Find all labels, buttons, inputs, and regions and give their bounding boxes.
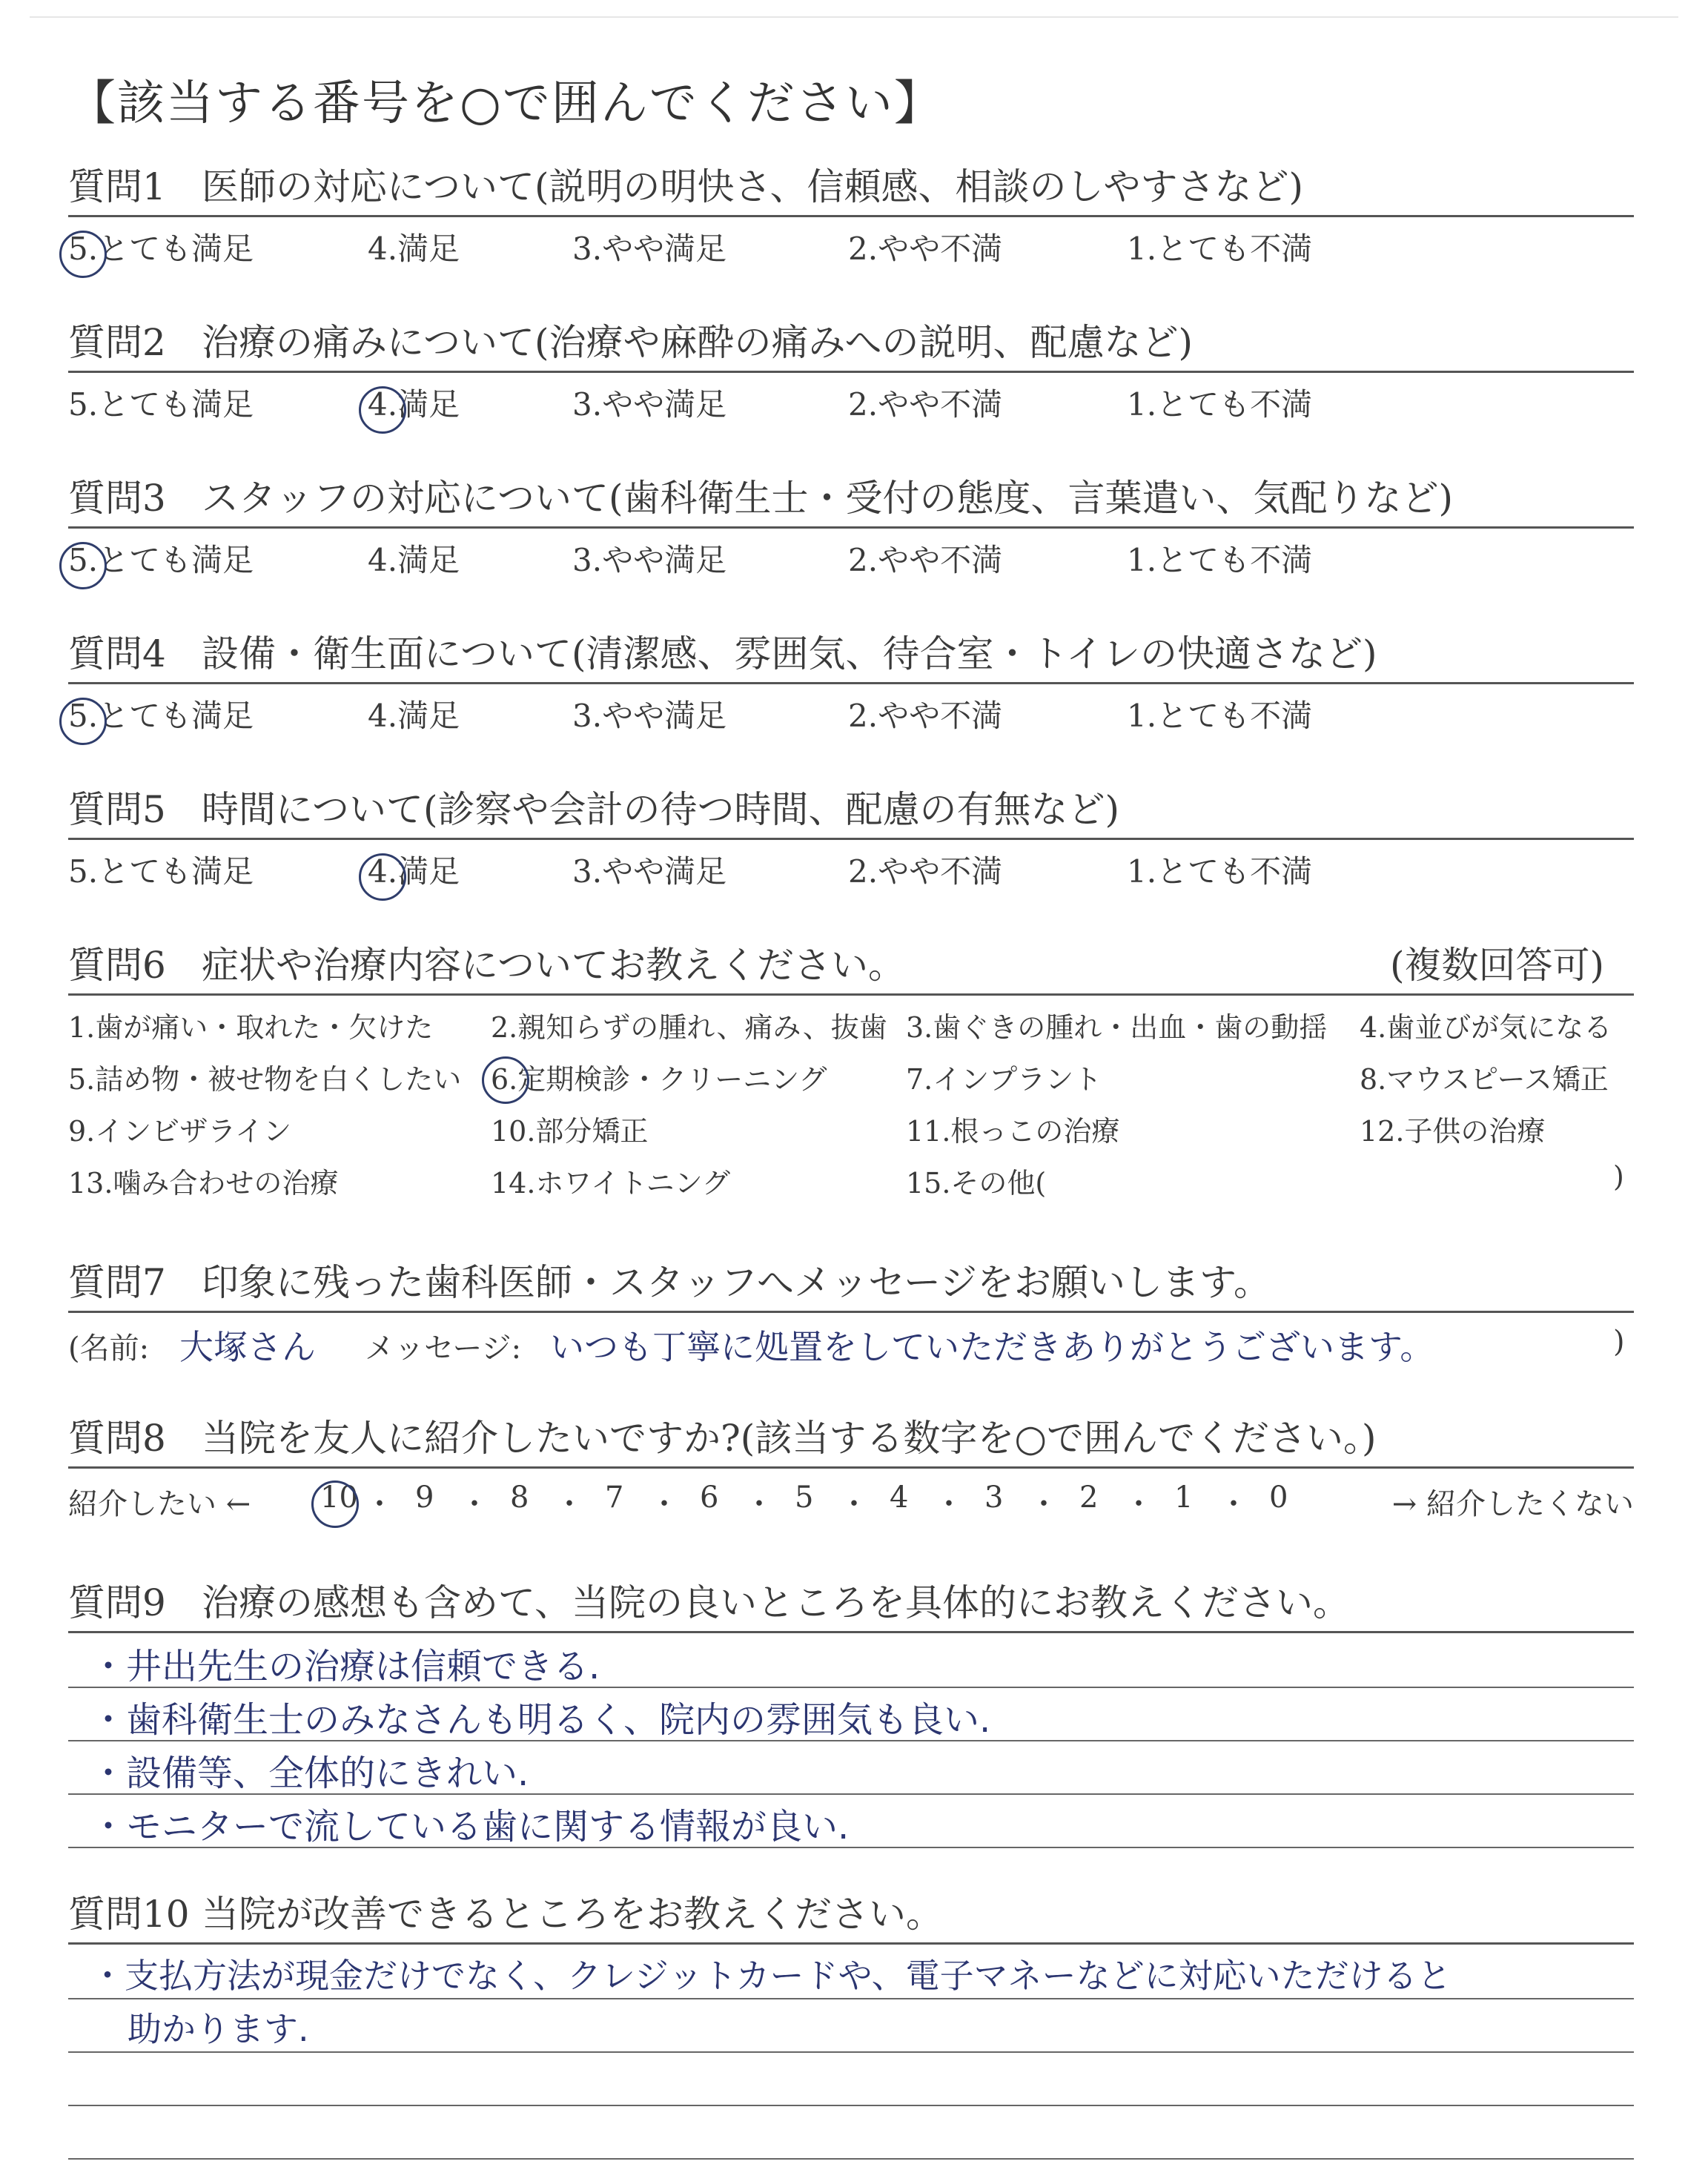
question-4-options: [68, 692, 1634, 736]
q4-option-5-selected[interactable]: 5.とても満足: [68, 698, 254, 734]
symptom-option-13[interactable]: 13.噛み合わせの治療: [68, 1167, 339, 1200]
q1-option-5-selected[interactable]: 5.とても満足: [68, 231, 254, 267]
recommend-scale: 紹介したい ← 10 ・ 9 ・ 8 ・ 7 ・ 6 ・ 5 ・ 4 ・ 3 ・ 2 ・ 1 ・ 0 → 紹介したくない: [68, 1480, 1634, 1521]
message-line: [68, 1319, 1634, 1378]
question-8: [68, 1416, 1634, 1528]
multiple-answers-note: (複数回答可): [1389, 944, 1604, 987]
q1-option-1[interactable]: 1.とても不満: [1127, 231, 1313, 267]
symptom-option-1[interactable]: 1.歯が痛い・取れた・欠けた: [68, 1011, 434, 1044]
q1-option-2[interactable]: 2.やや不満: [848, 231, 1003, 267]
question-5-title: 質問5 時間について(診察や会計の待つ時間、配慮の有無など): [68, 788, 1120, 831]
question-1-rule: [68, 215, 1634, 217]
q9-answer-1[interactable]: ・井出先生の治療は信頼できる.: [90, 1646, 600, 1687]
symptom-option-2[interactable]: 2.親知らずの腫れ、痛み、抜歯: [491, 1011, 887, 1044]
q3-option-4[interactable]: 4.満足: [368, 542, 460, 578]
q10-answer-1[interactable]: ・支払方法が現金だけでなく、クレジットカードや、電子マネーなどに対応いただけると: [90, 1956, 1452, 1996]
question-2: [68, 320, 1634, 425]
q3-option-5-selected[interactable]: 5.とても満足: [68, 542, 254, 578]
q1-option-4[interactable]: 4.満足: [368, 231, 460, 267]
name-value[interactable]: 大塚さん: [179, 1327, 316, 1367]
q5-option-5[interactable]: 5.とても満足: [68, 853, 254, 890]
question-7-rule: [68, 1311, 1634, 1313]
q2-option-4-selected[interactable]: 4.満足: [368, 386, 460, 423]
recommend-6[interactable]: 6: [700, 1480, 719, 1515]
question-2-rule: [68, 371, 1634, 373]
q2-option-1[interactable]: 1.とても不満: [1127, 386, 1313, 423]
question-1-title: 質問1 医師の対応について(説明の明快さ、信頼感、相談のしやすさなど): [68, 165, 1304, 208]
page-heading: 【該当する番号を○で囲んでください】: [68, 76, 943, 131]
symptom-option-14[interactable]: 14.ホワイトニング: [491, 1167, 731, 1200]
q5-option-3[interactable]: 3.やや満足: [572, 853, 727, 890]
question-5-rule: [68, 838, 1634, 840]
symptom-option-3[interactable]: 3.歯ぐきの腫れ・出血・歯の動揺: [906, 1011, 1328, 1044]
question-7: [68, 1260, 1634, 1378]
question-3: [68, 476, 1634, 580]
question-6-rule: [68, 993, 1634, 996]
q9-answer-3[interactable]: ・設備等、全体的にきれい.: [90, 1753, 529, 1794]
recommend-10-selected[interactable]: 10: [320, 1480, 358, 1515]
recommend-left-label: 紹介したい ←: [68, 1487, 251, 1521]
question-3-options: [68, 536, 1634, 580]
q4-option-3[interactable]: 3.やや満足: [572, 698, 727, 734]
question-10-title: 質問10 当院が改善できるところをお教えください。: [68, 1893, 943, 1936]
recommend-5[interactable]: 5: [795, 1480, 814, 1515]
question-8-rule: [68, 1466, 1634, 1469]
recommend-8[interactable]: 8: [510, 1480, 529, 1515]
q5-option-1[interactable]: 1.とても不満: [1127, 853, 1313, 890]
recommend-4[interactable]: 4: [890, 1480, 909, 1515]
q3-option-3[interactable]: 3.やや満足: [572, 542, 727, 578]
q2-option-3[interactable]: 3.やや満足: [572, 386, 727, 423]
symptom-option-7[interactable]: 7.インプラント: [906, 1063, 1102, 1096]
q9-answer-2[interactable]: ・歯科衛生士のみなさんも明るく、院内の雰囲気も良い.: [90, 1699, 991, 1741]
question-2-options: [68, 380, 1634, 425]
question-8-title: 質問8 当院を友人に紹介したいですか?(該当する数字を○で囲んでください。): [68, 1417, 1377, 1460]
question-3-title: 質問3 スタッフの対応について(歯科衛生士・受付の態度、言葉遣い、気配りなど): [68, 477, 1454, 520]
symptom-option-4[interactable]: 4.歯並びが気になる: [1360, 1011, 1612, 1044]
question-9: [68, 1581, 1634, 1856]
question-5: [68, 787, 1634, 892]
symptom-option-15-close: ): [1613, 1160, 1624, 1193]
q2-option-2[interactable]: 2.やや不満: [848, 386, 1003, 423]
q5-option-4-selected[interactable]: 4.満足: [368, 853, 460, 890]
recommend-2[interactable]: 2: [1079, 1480, 1099, 1515]
q10-answer-area: [68, 1945, 1634, 2167]
question-2-title: 質問2 治療の痛みについて(治療や麻酔の痛みへの説明、配慮など): [68, 321, 1194, 364]
question-4-title: 質問4 設備・衛生面について(清潔感、雰囲気、待合室・トイレの快適さなど): [68, 632, 1377, 675]
symptom-option-12[interactable]: 12.子供の治療: [1360, 1115, 1546, 1148]
question-9-title: 質問9 治療の感想も含めて、当院の良いところを具体的にお教えください。: [68, 1581, 1350, 1624]
recommend-1[interactable]: 1: [1174, 1480, 1194, 1515]
question-5-options: [68, 847, 1634, 892]
question-4: [68, 632, 1634, 736]
message-value[interactable]: いつも丁寧に処置をしていただきありがとうございます。: [550, 1327, 1434, 1367]
q4-option-4[interactable]: 4.満足: [368, 698, 460, 734]
q9-answer-4[interactable]: ・モニターで流している歯に関する情報が良い.: [90, 1806, 850, 1847]
symptom-option-11[interactable]: 11.根っこの治療: [906, 1115, 1120, 1148]
message-close: ): [1613, 1325, 1625, 1359]
recommend-7[interactable]: 7: [605, 1480, 624, 1515]
q1-option-3[interactable]: 3.やや満足: [572, 231, 727, 267]
question-7-title: 質問7 印象に残った歯科医師・スタッフへメッセージをお願いします。: [68, 1261, 1271, 1304]
recommend-3[interactable]: 3: [984, 1480, 1004, 1515]
q10-answer-2[interactable]: 助かります.: [128, 2009, 309, 2049]
recommend-0[interactable]: 0: [1269, 1480, 1288, 1515]
symptom-option-15[interactable]: 15.その他(: [906, 1167, 1047, 1200]
symptom-option-10[interactable]: 10.部分矯正: [491, 1115, 649, 1148]
message-label: メッセージ:: [365, 1331, 522, 1366]
symptom-options-grid: [68, 1005, 1634, 1212]
q4-option-1[interactable]: 1.とても不満: [1127, 698, 1313, 734]
q2-option-5[interactable]: 5.とても満足: [68, 386, 254, 423]
q3-option-2[interactable]: 2.やや不満: [848, 542, 1003, 578]
question-1: [68, 165, 1634, 269]
name-label: (名前:: [68, 1331, 150, 1366]
question-6-title: 質問6 症状や治療内容についてお教えください。 (複数回答可): [68, 944, 1604, 987]
question-4-rule: [68, 682, 1634, 684]
question-3-rule: [68, 526, 1634, 529]
q5-option-2[interactable]: 2.やや不満: [848, 853, 1003, 890]
recommend-right-label: → 紹介したくない: [1391, 1487, 1634, 1521]
recommend-9[interactable]: 9: [415, 1480, 434, 1515]
symptom-option-9[interactable]: 9.インビザライン: [68, 1115, 292, 1148]
q9-answer-area: [68, 1633, 1634, 1856]
question-6: [68, 943, 1634, 1212]
q3-option-1[interactable]: 1.とても不満: [1127, 542, 1313, 578]
top-divider: [30, 16, 1678, 18]
question-10: [68, 1892, 1634, 2167]
q4-option-2[interactable]: 2.やや不満: [848, 698, 1003, 734]
symptom-option-5[interactable]: 5.詰め物・被せ物を白くしたい: [68, 1063, 462, 1096]
question-1-options: [68, 225, 1634, 269]
symptom-option-8[interactable]: 8.マウスピース矯正: [1360, 1063, 1609, 1096]
symptom-option-6-selected[interactable]: 6.定期検診・クリーニング: [491, 1056, 827, 1097]
